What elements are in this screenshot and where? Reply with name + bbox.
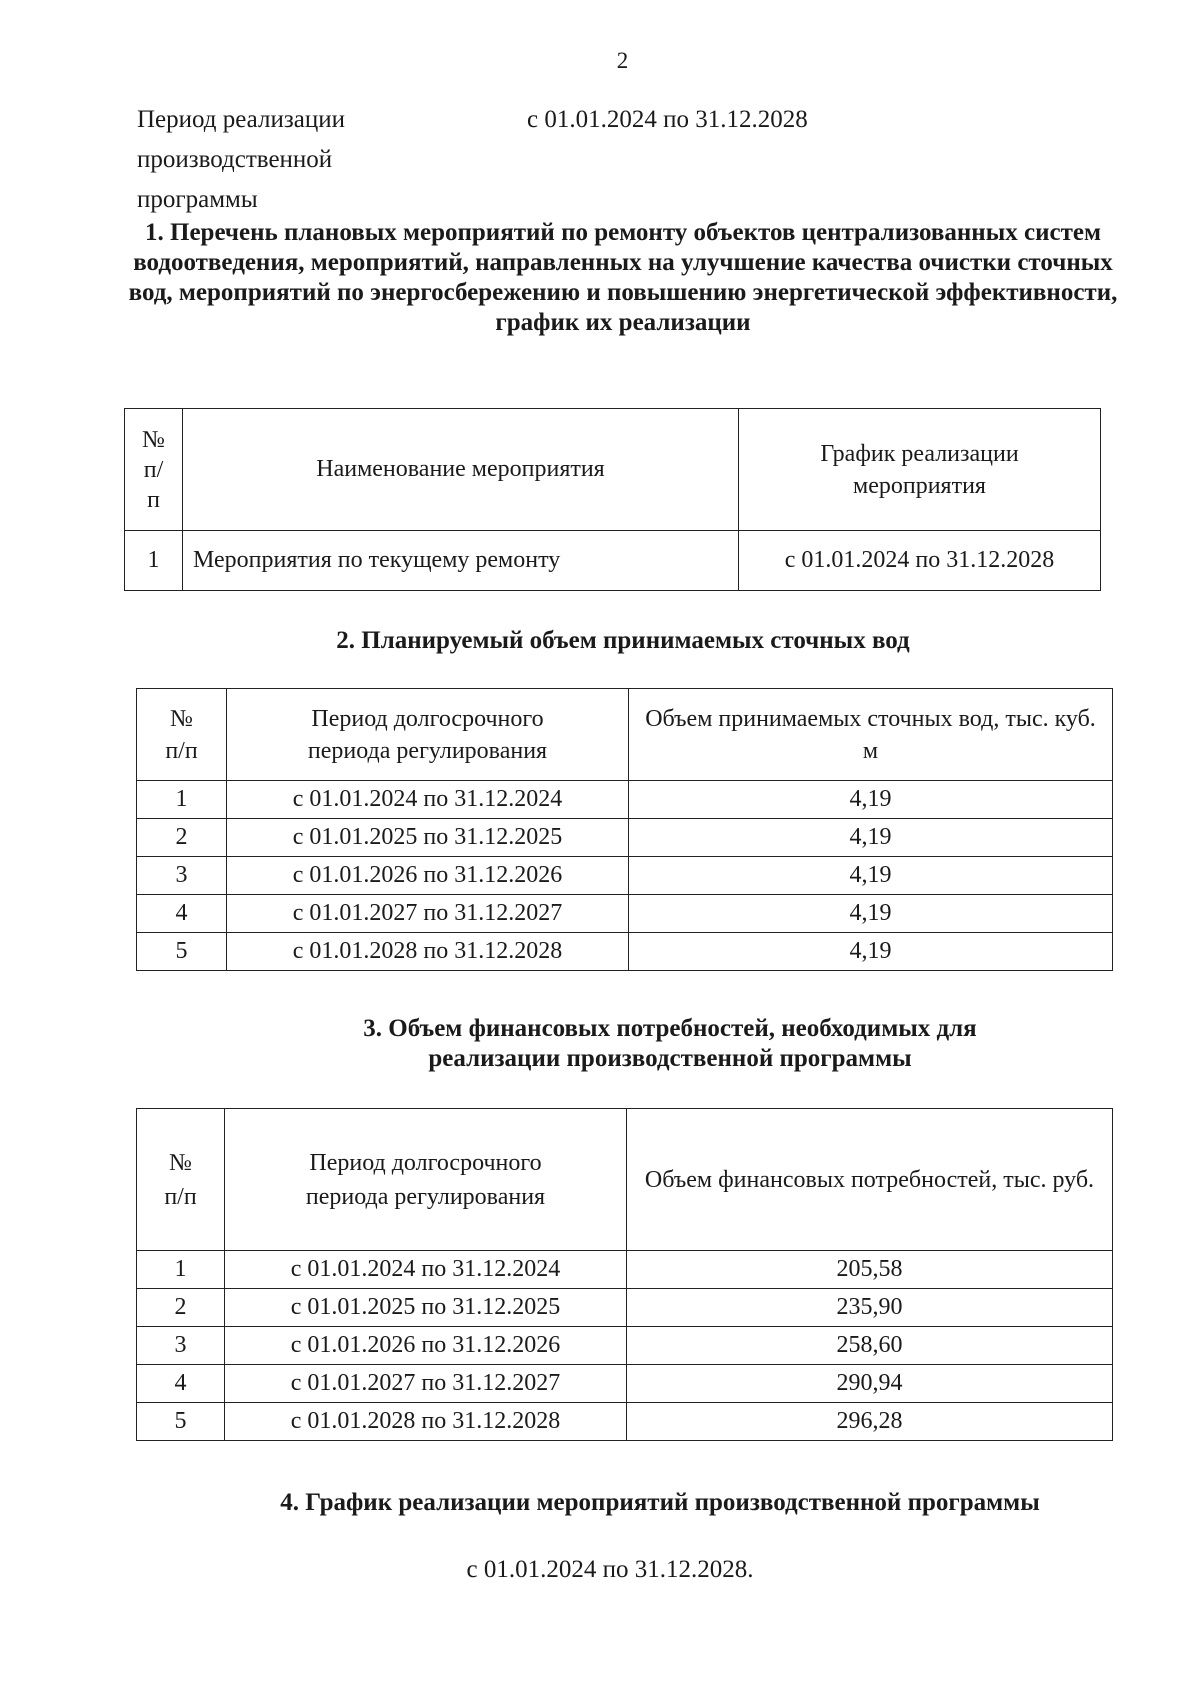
table-cell: 4,19	[629, 933, 1113, 971]
table-cell: с 01.01.2027 по 31.12.2027	[225, 1365, 627, 1403]
table-cell: с 01.01.2024 по 31.12.2024	[227, 781, 629, 819]
table-cell: с 01.01.2028 по 31.12.2028	[227, 933, 629, 971]
table-cell: с 01.01.2026 по 31.12.2026	[227, 857, 629, 895]
table-cell: 296,28	[627, 1403, 1113, 1441]
table-row	[137, 781, 1113, 819]
section2-heading: 2. Планируемый объем принимаемых сточных вод	[336, 627, 910, 654]
table-cell: 4,19	[629, 895, 1113, 933]
table-cell: 5	[137, 1403, 225, 1441]
table-cell: с 01.01.2027 по 31.12.2027	[227, 895, 629, 933]
repair-measures-table	[124, 408, 1101, 591]
table-cell: 205,58	[627, 1251, 1113, 1289]
table-row	[137, 819, 1113, 857]
section1-heading: 1. Перечень плановых мероприятий по ремонту объектов централизованных систем водоотведения, мероприятий, направленных на улучшение качества очистки сточных вод, мероприятий по энергосбережению и повышению энергетической эффективности, график их реализации	[128, 219, 1118, 336]
column-header-financial-needs: Объем финансовых потребностей, тыс. руб.	[627, 1109, 1113, 1251]
table-cell: 2	[137, 1289, 225, 1327]
table-cell: 290,94	[627, 1365, 1113, 1403]
column-header-number: № п/п	[137, 689, 227, 781]
table-cell: 235,90	[627, 1289, 1113, 1327]
column-header-measure-name: Наименование мероприятия	[183, 409, 739, 531]
column-header-number: № п/ п	[125, 409, 183, 531]
table-cell: с 01.01.2025 по 31.12.2025	[227, 819, 629, 857]
column-header-period: Период долгосрочного периода регулирования	[227, 689, 629, 781]
table-cell: Мероприятия по текущему ремонту	[183, 531, 739, 591]
section4-period: с 01.01.2024 по 31.12.2028.	[466, 1556, 754, 1583]
column-header-period: Период долгосрочного периода регулирования	[225, 1109, 627, 1251]
program-period-label: Период реализации производственной программы	[137, 106, 345, 213]
table-row	[137, 857, 1113, 895]
table-cell: 258,60	[627, 1327, 1113, 1365]
table-cell: 4	[137, 1365, 225, 1403]
column-header-schedule: График реализации мероприятия	[739, 409, 1101, 531]
table-cell: с 01.01.2024 по 31.12.2024	[225, 1251, 627, 1289]
table-row	[125, 531, 1101, 591]
table-cell: с 01.01.2026 по 31.12.2026	[225, 1327, 627, 1365]
table-row	[137, 1327, 1113, 1365]
wastewater-volume-table	[136, 688, 1113, 971]
table-cell: с 01.01.2024 по 31.12.2028	[739, 531, 1101, 591]
table-cell: 4,19	[629, 857, 1113, 895]
table-cell: 2	[137, 819, 227, 857]
column-header-volume: Объем принимаемых сточных вод, тыс. куб. м	[629, 689, 1113, 781]
table-row	[137, 1365, 1113, 1403]
program-period-value: с 01.01.2024 по 31.12.2028	[527, 106, 808, 133]
page-number: 2	[616, 48, 629, 73]
financial-needs-table	[136, 1108, 1113, 1441]
section3-heading: 3. Объем финансовых потребностей, необходимых для реализации производственной программы	[363, 1015, 977, 1072]
table-row	[137, 933, 1113, 971]
table-cell: 1	[137, 781, 227, 819]
table-cell: 3	[137, 857, 227, 895]
table-cell: 5	[137, 933, 227, 971]
table-cell: 1	[137, 1251, 225, 1289]
table-cell: 1	[125, 531, 183, 591]
table-cell: 4,19	[629, 781, 1113, 819]
table-cell: 4,19	[629, 819, 1113, 857]
table-row	[137, 1251, 1113, 1289]
table-cell: с 01.01.2025 по 31.12.2025	[225, 1289, 627, 1327]
table-row	[137, 1403, 1113, 1441]
table-cell: 3	[137, 1327, 225, 1365]
table-cell: 4	[137, 895, 227, 933]
table-cell: с 01.01.2028 по 31.12.2028	[225, 1403, 627, 1441]
table-row	[137, 1289, 1113, 1327]
section4-heading: 4. График реализации мероприятий производственной программы	[280, 1489, 1040, 1516]
column-header-number: № п/п	[137, 1109, 225, 1251]
table-row	[137, 895, 1113, 933]
